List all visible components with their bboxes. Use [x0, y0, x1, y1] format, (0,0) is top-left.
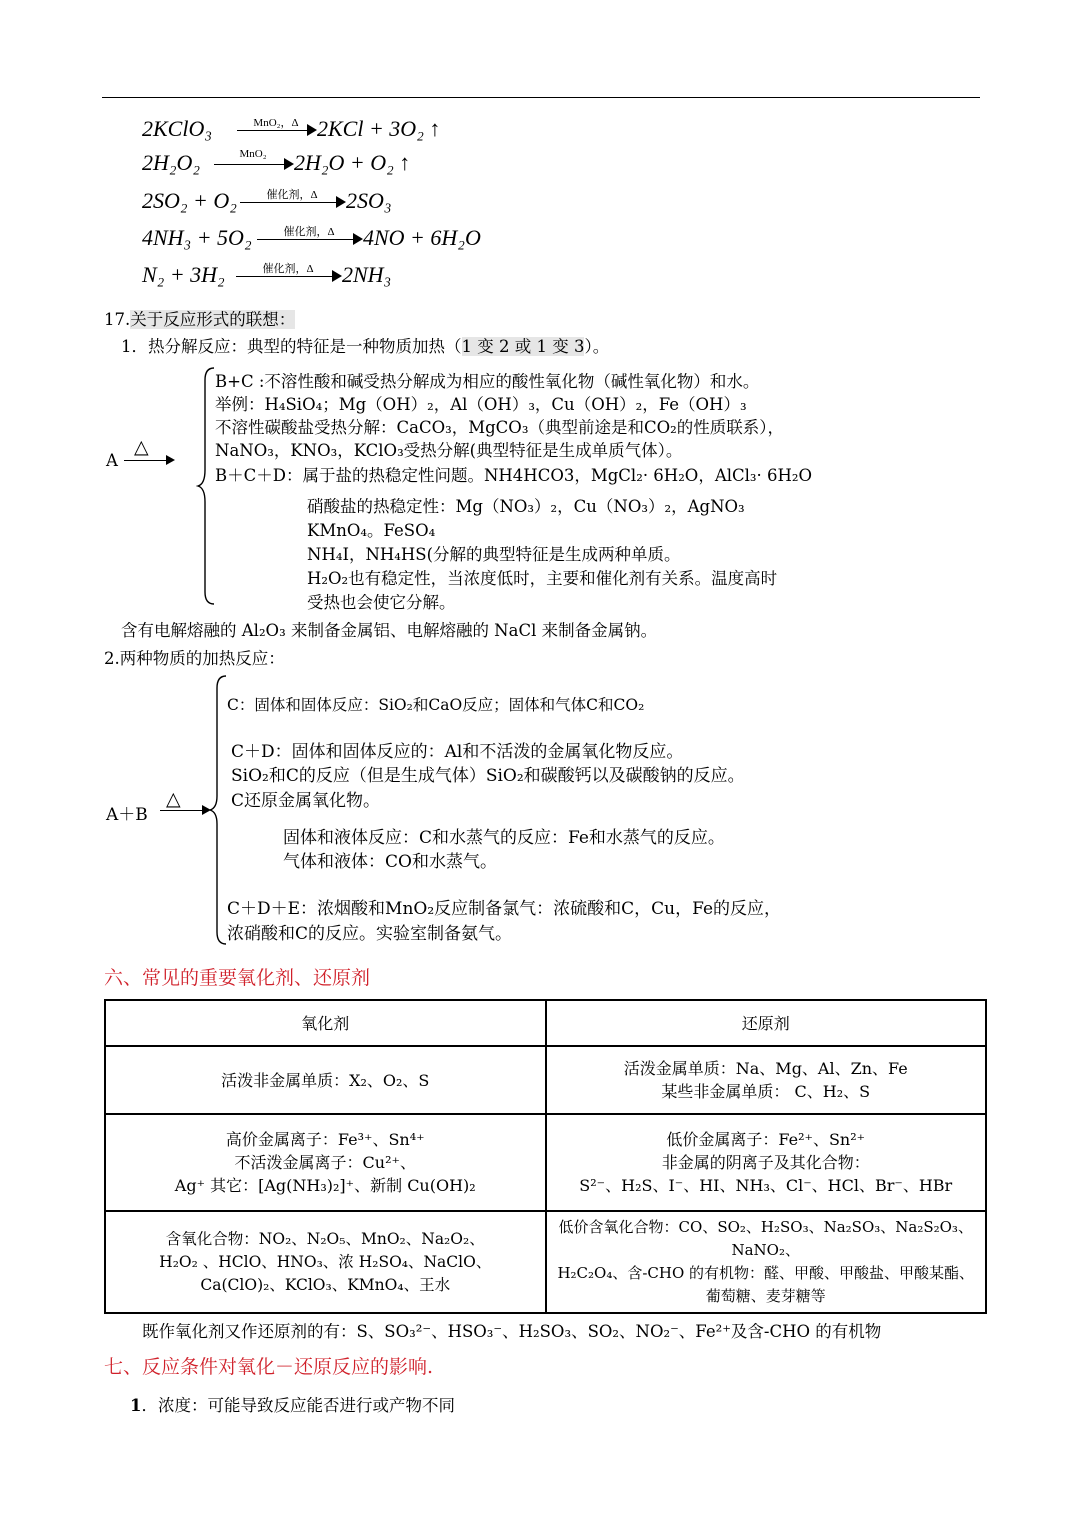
- heat-cde-line-2: 浓硝酸和C的反应。实验室制备氨气。: [227, 924, 513, 944]
- table-header-row: [105, 1000, 986, 1046]
- heat-liquid-line-1: 固体和液体反应：C和水蒸气的反应：Fe和水蒸气的反应。: [283, 828, 725, 848]
- cell-line: 活泼非金属单质：X₂、O₂、S: [221, 1070, 430, 1090]
- equation-4: [142, 225, 492, 255]
- heat-cd-line-2: SiO₂和C的反应（但是生成气体）SiO₂和碳酸钙以及碳酸钠的反应。: [231, 766, 745, 786]
- electrolysis-note: 含有电解熔融的 Al₂O₃ 来制备金属铝、电解熔融的 NaCl 来制备金属钠。: [121, 621, 658, 640]
- curly-brace-icon: [208, 674, 228, 946]
- decomp-line-5: B＋C＋D：属于盐的热稳定性问题。NH4HCO3，MgCl₂· 6H₂O，AlCl₃· 6H₂O: [215, 466, 813, 485]
- oxidizer-reducer-table: [104, 999, 987, 1314]
- equation-3: [142, 188, 402, 218]
- cell-line: H₂O₂ 、HClO、HNO₃、浓 H₂SO₄、NaClO、: [159, 1252, 492, 1271]
- heat-c-line: C：固体和固体反应：SiO₂和CaO反应；固体和气体C和CO₂: [227, 696, 645, 714]
- decomp-line-2: 举例：H₄SiO₄；Mg（OH）₂，Al（OH）₃，Cu（OH）₂，Fe（OH）₃: [215, 395, 747, 414]
- cell-line: 葡萄糖、麦芽糖等: [705, 1287, 826, 1305]
- reaction-condition: 催化剂，Δ: [283, 226, 335, 238]
- equation-right: 2NH₃: [342, 262, 392, 287]
- item-2-heading: 2.两种物质的加热反应：: [104, 649, 285, 668]
- equation-left: 2KClO₃: [142, 116, 212, 141]
- item-1-heading: [121, 333, 609, 357]
- cell-line: 低价金属离子：Fe²⁺、Sn²⁺: [666, 1130, 866, 1149]
- heat-liquid-line-2: 气体和液体：CO和水蒸气。: [283, 852, 497, 872]
- equation-left: 2SO₂ + O₂: [142, 188, 237, 213]
- equation-left: N₂ + 3H₂: [142, 262, 225, 287]
- decomp-line-1: B+C :不溶性酸和碱受热分解成为相应的酸性氧化物（碱性氧化物）和水。: [215, 372, 760, 391]
- reaction-condition: MnO₂: [239, 148, 267, 160]
- both-oxidizer-reducer-note: 既作氧化剂又作还原剂的有：S、SO₃²⁻、HSO₃⁻、H₂SO₃、SO₂、NO₂⁻、Fe²⁺及含-CHO 的有机物: [142, 1322, 882, 1341]
- cell-line: Ca(ClO)₂、KClO₃、KMnO₄、王水: [200, 1275, 451, 1294]
- arrow-line: [160, 810, 204, 811]
- header-oxidizer: 氧化剂: [105, 1000, 546, 1046]
- header-rule: [102, 97, 980, 98]
- decomp-indent-4: H₂O₂也有稳定性，当浓度低时，主要和催化剂有关系。温度高时: [307, 569, 778, 588]
- cell-line: S²⁻、H₂S、I⁻、HI、NH₃、Cl⁻、HCl、Br⁻、HBr: [579, 1176, 953, 1195]
- equation-1: [142, 116, 452, 146]
- equation-2: [142, 150, 422, 180]
- cell-line: 低价含氧化合物：CO、SO₂、H₂SO₃、Na₂SO₃、Na₂S₂O₃、NaNO₂、: [558, 1218, 973, 1259]
- heat-triangle-icon: △: [134, 436, 149, 458]
- cell-line: H₂C₂O₄、含-CHO 的有机物：醛、甲酸、甲酸盐、甲酸某酯、: [557, 1264, 975, 1282]
- table-cell: [105, 1046, 546, 1114]
- table-cell: [546, 1211, 987, 1313]
- item-text: ．浓度：可能导致反应能否进行或产物不同: [141, 1396, 455, 1415]
- reaction-condition: MnO₂，Δ: [253, 117, 299, 129]
- decomp-indent-3: NH₄I，NH₄HS(分解的典型特征是生成两种单质。: [307, 545, 681, 564]
- arrow-head-icon: [166, 455, 175, 465]
- cell-line: 含氧化合物：NO₂、N₂O₅、MnO₂、Na₂O₂、: [165, 1229, 485, 1248]
- table-cell: [546, 1114, 987, 1211]
- section-7-title: 七、反应条件对氧化－还原反应的影响.: [104, 1356, 434, 1378]
- decomp-indent-2: KMnO₄。FeSO₄: [307, 521, 436, 540]
- equation-right: 2H₂O + O₂ ↑: [294, 150, 411, 175]
- table-row: [105, 1114, 986, 1211]
- table-cell: [105, 1114, 546, 1211]
- curly-brace-icon: [196, 366, 216, 606]
- item-1-highlight: 1 变 2 或 1 变 3: [461, 337, 585, 356]
- arrow-line: [124, 460, 168, 461]
- decomp-indent-5: 受热也会使它分解。: [307, 593, 456, 612]
- heat-cde-line-1: C＋D＋E：浓烟酸和MnO₂反应制备氯气：浓硫酸和C，Cu，Fe的反应，: [227, 899, 782, 919]
- reaction-condition: 催化剂，Δ: [266, 189, 318, 201]
- table-row: [105, 1046, 986, 1114]
- decomp-indent-1: 硝酸盐的热稳定性：Mg（NO₃）₂，Cu（NO₃）₂，AgNO₃: [307, 497, 745, 516]
- equation-left: 4NH₃ + 5O₂: [142, 225, 252, 250]
- heat-triangle-icon: △: [166, 788, 181, 810]
- decomp-line-3: 不溶性碳酸盐受热分解：CaCO₃，MgCO₃（典型前途是和CO₂的性质联系），: [215, 418, 784, 437]
- reactant-a-label: A: [106, 451, 118, 470]
- decomp-line-4: NaNO₃，KNO₃，KClO₃受热分解(典型特征是生成单质气体）。: [215, 441, 683, 460]
- heat-cd-line-1: C＋D：固体和固体反应的：Al和不活泼的金属氧化物反应。: [231, 742, 684, 762]
- equation-right: 2SO₃: [346, 188, 392, 213]
- equation-left: 2H₂O₂: [142, 150, 201, 175]
- cell-line: 某些非金属单质： C、H₂、S: [661, 1082, 871, 1101]
- section-7-item-1: [130, 1392, 455, 1416]
- section-title: 关于反应形式的联想：: [130, 310, 296, 329]
- item-1-tail: ）。: [584, 337, 610, 356]
- cell-line: 不活泼金属离子：Cu²⁺、: [234, 1153, 416, 1172]
- reaction-condition: 催化剂，Δ: [262, 263, 314, 275]
- table-cell: [105, 1211, 546, 1313]
- item-1-text: 1．热分解反应：典型的特征是一种物质加热（: [121, 337, 462, 356]
- cell-line: 活泼金属单质：Na、Mg、Al、Zn、Fe: [623, 1059, 908, 1078]
- cell-line: 非金属的阴离子及其化合物：: [661, 1153, 870, 1172]
- header-reducer: 还原剂: [546, 1000, 987, 1046]
- heat-cd-line-3: C还原金属氧化物。: [231, 791, 381, 811]
- table-cell: [546, 1046, 987, 1114]
- section-6-title: 六、常见的重要氧化剂、还原剂: [104, 967, 371, 989]
- section-17-heading: [104, 306, 295, 330]
- cell-line: 高价金属离子：Fe³⁺、Sn⁴⁺: [225, 1130, 425, 1149]
- equation-right: 2KCl + 3O₂ ↑: [317, 116, 441, 141]
- cell-line: Ag⁺ 其它：[Ag(NH₃)₂]⁺、新制 Cu(OH)₂: [174, 1176, 476, 1195]
- table-row: [105, 1211, 986, 1313]
- equation-5: [142, 262, 402, 292]
- equation-right: 4NO + 6H₂O: [363, 225, 481, 250]
- reactant-ab-label: A＋B: [106, 805, 148, 825]
- section-number: 17.: [104, 310, 131, 329]
- item-number: 1: [130, 1396, 142, 1415]
